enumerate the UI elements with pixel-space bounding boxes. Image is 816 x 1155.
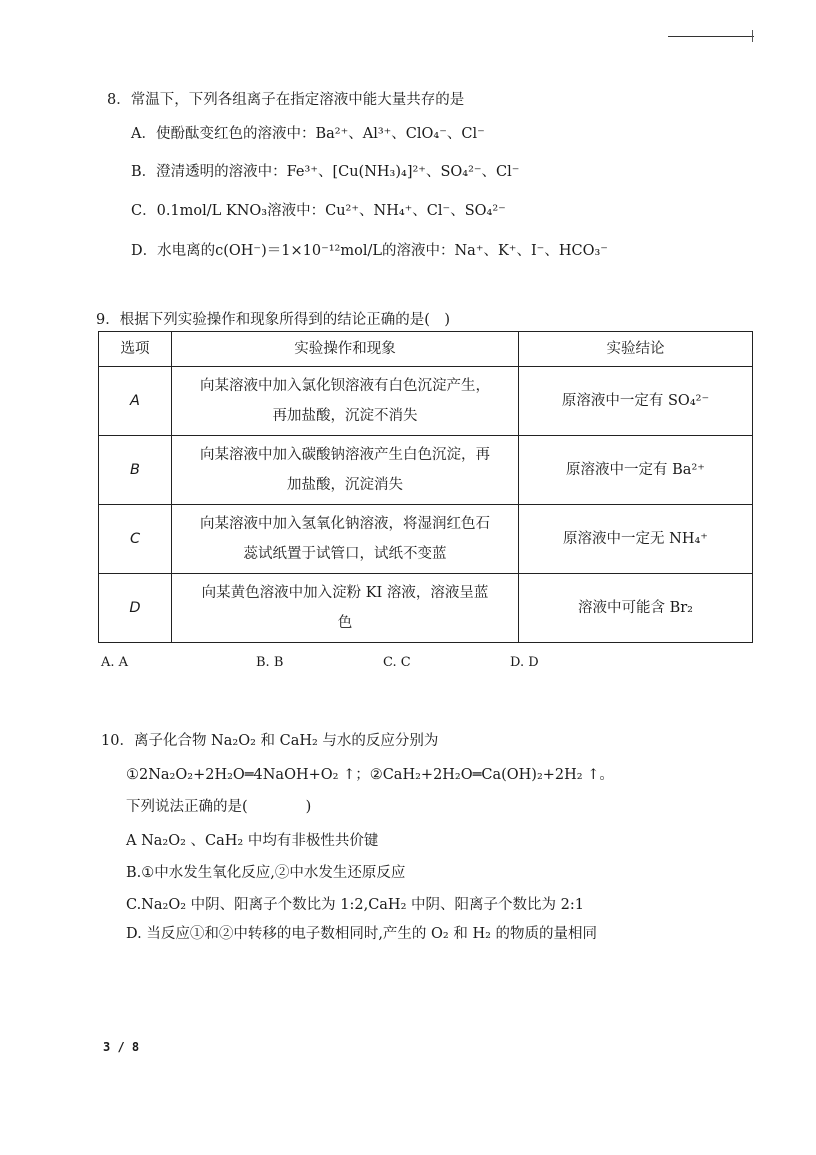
q8-stem: 8．常温下，下列各组离子在指定溶液中能大量共存的是: [107, 92, 465, 108]
page-number: 3 / 8: [103, 1040, 140, 1054]
row-option: D: [99, 574, 172, 643]
operation-line-2: 再加盐酸，沉淀不消失: [272, 408, 418, 424]
q9-answer-b: B. B: [256, 655, 284, 670]
q10-equations: ①2Na₂O₂+2H₂O═4NaOH+O₂ ↑；②CaH₂+2H₂O═Ca(OH)₂+2H₂ ↑。: [126, 767, 614, 783]
q8-option-d: D．水电离的c(OH⁻)＝1×10⁻¹²mol/L的溶液中：Na⁺、K⁺、I⁻、HCO₃⁻: [131, 243, 608, 259]
q10-option-b: B.①中水发生氧化反应,②中水发生还原反应: [126, 865, 406, 881]
row-conclusion: 溶液中可能含 Br₂: [519, 574, 753, 643]
q9-answer-c: C. C: [383, 655, 411, 670]
operation-line-1: 向某溶液中加入氯化钡溶液有白色沉淀产生，: [200, 378, 490, 394]
q9-answer-d: D. D: [510, 655, 539, 670]
table-row: [99, 505, 753, 574]
q8-option-c: C．0.1mol/L KNO₃溶液中：Cu²⁺、NH₄⁺、Cl⁻、SO₄²⁻: [131, 203, 506, 219]
q10-option-c: C.Na₂O₂ 中阴、阳离子个数比为 1:2,CaH₂ 中阴、阳离子个数比为 2:1: [126, 897, 584, 913]
experiment-table: [98, 331, 753, 643]
operation-line-2: 蕊试纸置于试管口，试纸不变蓝: [243, 546, 447, 562]
q10-question: 下列说法正确的是( ): [126, 799, 312, 815]
operation-line-1: 向某溶液中加入碳酸钠溶液产生白色沉淀，再: [200, 447, 490, 463]
header-rule: [668, 36, 754, 37]
operation-line-2: 加盐酸，沉淀消失: [287, 477, 403, 493]
row-conclusion: 原溶液中一定无 NH₄⁺: [519, 505, 753, 574]
operation-line-1: 向某黄色溶液中加入淀粉 KI 溶液，溶液呈蓝: [201, 585, 489, 601]
q10-option-a: A Na₂O₂ 、CaH₂ 中均有非极性共价键: [126, 833, 379, 849]
operation-line-2: 色: [337, 615, 353, 631]
q9-stem: 9．根据下列实验操作和现象所得到的结论正确的是( ): [96, 312, 451, 328]
q9-answer-a: A. A: [101, 655, 129, 670]
row-operation: [172, 436, 519, 505]
row-operation: [172, 505, 519, 574]
row-option: B: [99, 436, 172, 505]
row-option: A: [99, 367, 172, 436]
header-rule-tick: [752, 30, 753, 42]
header-conclusion: 实验结论: [519, 332, 753, 367]
table-row: [99, 436, 753, 505]
row-conclusion: 原溶液中一定有 Ba²⁺: [519, 436, 753, 505]
q8-option-a: A．使酚酞变红色的溶液中：Ba²⁺、Al³⁺、ClO₄⁻、Cl⁻: [131, 126, 485, 142]
operation-line-1: 向某溶液中加入氢氧化钠溶液，将湿润红色石: [200, 516, 490, 532]
header-operation: 实验操作和现象: [172, 332, 519, 367]
row-conclusion: 原溶液中一定有 SO₄²⁻: [519, 367, 753, 436]
table-header-row: [99, 332, 753, 367]
q10-stem: 10．离子化合物 Na₂O₂ 和 CaH₂ 与水的反应分别为: [101, 733, 439, 749]
table-row: [99, 574, 753, 643]
q10-option-d: D. 当反应①和②中转移的电子数相同时,产生的 O₂ 和 H₂ 的物质的量相同: [126, 926, 598, 942]
header-option: 选项: [99, 332, 172, 367]
row-operation: [172, 574, 519, 643]
row-option: C: [99, 505, 172, 574]
row-operation: [172, 367, 519, 436]
q8-option-b: B．澄清透明的溶液中：Fe³⁺、[Cu(NH₃)₄]²⁺、SO₄²⁻、Cl⁻: [131, 164, 520, 180]
table-row: [99, 367, 753, 436]
